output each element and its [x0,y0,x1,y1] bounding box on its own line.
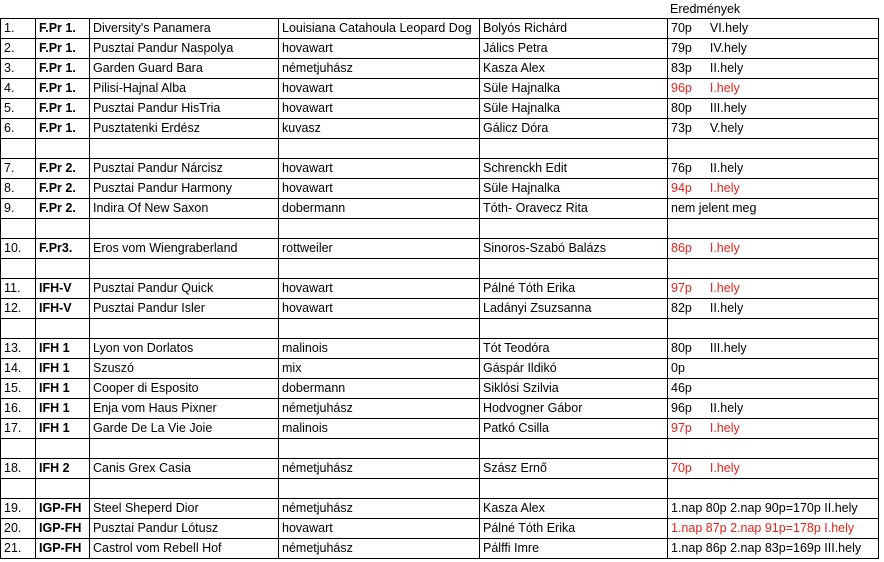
breed-cell[interactable]: malinois [279,339,480,359]
points-value: 1.nap 86p 2.nap 83p=169p III.hely [671,541,862,555]
class-cell[interactable]: IGP-FH [36,539,90,559]
row-number[interactable]: 17. [1,419,36,439]
dog-name-cell[interactable]: Lyon von Dorlatos [90,339,279,359]
placement-value: V.hely [709,121,744,135]
class-cell[interactable]: IGP-FH [36,499,90,519]
class-cell[interactable]: IFH-V [36,299,90,319]
result-cell[interactable] [668,19,879,39]
placement-value: II.hely [709,301,744,315]
table-row [1,299,879,319]
handler-cell[interactable]: Süle Hajnalka [480,79,668,99]
row-number[interactable]: 15. [1,379,36,399]
breed-cell[interactable]: hovawart [279,179,480,199]
placement-value: II.hely [709,401,744,415]
result-cell[interactable] [668,539,879,559]
class-cell[interactable] [36,219,90,239]
dog-name-cell[interactable] [90,439,279,459]
result-cell[interactable] [668,319,879,339]
row-number[interactable]: 21. [1,539,36,559]
result-cell[interactable] [668,519,879,539]
handler-cell[interactable] [480,439,668,459]
row-number[interactable]: 16. [1,399,36,419]
breed-cell[interactable]: hovawart [279,519,480,539]
points-value: 1.nap 80p 2.nap 90p=170p II.hely [671,501,858,515]
dog-name-cell[interactable]: Pusztai Pandur HisTria [90,99,279,119]
result-cell[interactable] [668,59,879,79]
row-number[interactable]: 3. [1,59,36,79]
breed-cell[interactable] [279,439,480,459]
dog-name-cell[interactable]: Enja vom Haus Pixner [90,399,279,419]
class-cell[interactable]: IFH 1 [36,339,90,359]
handler-cell[interactable]: Süle Hajnalka [480,179,668,199]
points-value: 82p [671,301,692,315]
placement-value: II.hely [709,161,744,175]
blank-row [1,439,879,459]
breed-cell[interactable]: malinois [279,419,480,439]
row-number[interactable]: 14. [1,359,36,379]
result-cell[interactable] [668,239,879,259]
table-row [1,39,879,59]
dog-name-cell[interactable]: Pusztai Pandur Nárcisz [90,159,279,179]
points-value: 0p [671,361,685,375]
breed-cell[interactable]: németjuhász [279,499,480,519]
result-cell[interactable] [668,79,879,99]
class-cell[interactable] [36,479,90,499]
breed-cell[interactable]: hovawart [279,79,480,99]
result-cell[interactable] [668,39,879,59]
breed-cell[interactable] [279,319,480,339]
breed-cell[interactable]: hovawart [279,99,480,119]
result-cell[interactable] [668,219,879,239]
dog-name-cell[interactable]: Eros vom Wiengraberland [90,239,279,259]
handler-cell[interactable]: Tót Teodóra [480,339,668,359]
handler-cell[interactable]: Hodvogner Gábor [480,399,668,419]
breed-cell[interactable] [279,259,480,279]
result-cell[interactable] [668,399,879,419]
breed-cell[interactable]: hovawart [279,39,480,59]
handler-cell[interactable]: Szász Ernő [480,459,668,479]
result-cell[interactable] [668,199,879,219]
class-cell[interactable]: F.Pr 1. [36,59,90,79]
row-number[interactable]: 9. [1,199,36,219]
handler-cell[interactable]: Pálffi Imre [480,539,668,559]
points-value: 80p [671,101,692,115]
handler-cell[interactable] [480,479,668,499]
handler-cell[interactable]: Süle Hajnalka [480,99,668,119]
dog-name-cell[interactable]: Castrol vom Rebell Hof [90,539,279,559]
dog-name-cell[interactable]: Pusztai Pandur Lótusz [90,519,279,539]
row-number[interactable]: 20. [1,519,36,539]
placement-value: I.hely [709,241,740,255]
breed-cell[interactable] [279,479,480,499]
table-row [1,379,879,399]
breed-cell[interactable]: németjuhász [279,59,480,79]
placement-value: I.hely [709,421,740,435]
points-value: 1.nap 87p 2.nap 91p=178p I.hely [671,521,855,535]
class-cell[interactable]: IFH 1 [36,399,90,419]
breed-cell[interactable]: németjuhász [279,539,480,559]
result-cell[interactable] [668,339,879,359]
handler-cell[interactable]: Kasza Alex [480,499,668,519]
breed-cell[interactable]: hovawart [279,159,480,179]
table-row [1,19,879,39]
breed-cell[interactable] [279,219,480,239]
dog-name-cell[interactable]: Pusztai Pandur Naspolya [90,39,279,59]
table-row [1,179,879,199]
handler-cell[interactable]: Gáspár Ildikó [480,359,668,379]
result-cell[interactable] [668,499,879,519]
table-row [1,519,879,539]
handler-cell[interactable]: Jálics Petra [480,39,668,59]
handler-cell[interactable]: Siklósi Szilvia [480,379,668,399]
points-value: 76p [671,161,692,175]
table-row [1,419,879,439]
dog-name-cell[interactable] [90,319,279,339]
dog-name-cell[interactable]: Pusztai Pandur Isler [90,299,279,319]
table-row [1,199,879,219]
table-row [1,499,879,519]
dog-name-cell[interactable]: Indira Of New Saxon [90,199,279,219]
class-cell[interactable]: IGP-FH [36,519,90,539]
row-number[interactable] [1,479,36,499]
result-cell[interactable] [668,259,879,279]
row-number[interactable] [1,439,36,459]
row-number[interactable]: 12. [1,299,36,319]
points-value: 96p [671,81,692,95]
blank-row [1,259,879,279]
table-row [1,359,879,379]
breed-cell[interactable]: dobermann [279,379,480,399]
row-number[interactable]: 19. [1,499,36,519]
class-cell[interactable]: F.Pr 1. [36,39,90,59]
points-value: 97p [671,421,692,435]
result-cell[interactable] [668,99,879,119]
points-value: 86p [671,241,692,255]
dog-name-cell[interactable] [90,479,279,499]
table-row [1,459,879,479]
class-cell[interactable]: IFH 1 [36,379,90,399]
row-number[interactable]: 11. [1,279,36,299]
points-value: 79p [671,41,692,55]
points-value: 80p [671,341,692,355]
class-cell[interactable]: IFH 2 [36,459,90,479]
placement-value: II.hely [709,61,744,75]
class-cell[interactable]: F.Pr 1. [36,119,90,139]
dog-name-cell[interactable]: Cooper di Esposito [90,379,279,399]
table-row [1,119,879,139]
dog-name-cell[interactable]: Szuszó [90,359,279,379]
blank-row [1,219,879,239]
breed-cell[interactable]: dobermann [279,199,480,219]
handler-cell[interactable] [480,219,668,239]
row-number[interactable]: 1. [1,19,36,39]
blank-row [1,319,879,339]
row-number[interactable] [1,319,36,339]
table-row [1,59,879,79]
breed-cell[interactable]: németjuhász [279,399,480,419]
table-row [1,399,879,419]
result-cell[interactable] [668,439,879,459]
blank-row [1,139,879,159]
dog-name-cell[interactable] [90,219,279,239]
class-cell[interactable]: F.Pr 1. [36,79,90,99]
result-cell[interactable] [668,419,879,439]
points-value: 97p [671,281,692,295]
results-header: Eredmények [670,2,741,16]
dog-name-cell[interactable]: Pusztatenki Erdész [90,119,279,139]
breed-cell[interactable]: németjuhász [279,459,480,479]
handler-cell[interactable]: Sinoros-Szabó Balázs [480,239,668,259]
placement-value: III.hely [709,341,747,355]
points-value: 94p [671,181,692,195]
placement-value: IV.hely [709,41,747,55]
placement-value: I.hely [709,81,740,95]
dog-name-cell[interactable]: Garde De La Vie Joie [90,419,279,439]
points-value: 70p [671,21,692,35]
placement-value: I.hely [709,281,740,295]
row-number[interactable]: 5. [1,99,36,119]
handler-cell[interactable] [480,139,668,159]
table-row [1,239,879,259]
placement-value: III.hely [709,101,747,115]
class-cell[interactable]: IFH 1 [36,359,90,379]
breed-cell[interactable]: rottweiler [279,239,480,259]
handler-cell[interactable] [480,319,668,339]
dog-name-cell[interactable]: Pusztai Pandur Quick [90,279,279,299]
points-value: 73p [671,121,692,135]
row-number[interactable] [1,219,36,239]
blank-row [1,479,879,499]
placement-value: I.hely [709,181,740,195]
class-cell[interactable]: F.Pr3. [36,239,90,259]
result-cell[interactable] [668,379,879,399]
dog-name-cell[interactable]: Pusztai Pandur Harmony [90,179,279,199]
row-number[interactable]: 2. [1,39,36,59]
table-row [1,159,879,179]
result-cell[interactable] [668,459,879,479]
handler-cell[interactable]: Schrenckh Edit [480,159,668,179]
points-value: 70p [671,461,692,475]
class-cell[interactable]: F.Pr 2. [36,159,90,179]
dog-name-cell[interactable]: Garden Guard Bara [90,59,279,79]
dog-name-cell[interactable]: Diversity's Panamera [90,19,279,39]
row-number[interactable]: 4. [1,79,36,99]
result-cell[interactable] [668,119,879,139]
points-value: 83p [671,61,692,75]
result-cell[interactable] [668,279,879,299]
result-cell[interactable] [668,179,879,199]
row-number[interactable]: 10. [1,239,36,259]
dog-name-cell[interactable] [90,139,279,159]
row-number[interactable] [1,139,36,159]
row-number[interactable]: 7. [1,159,36,179]
class-cell[interactable] [36,139,90,159]
dog-name-cell[interactable] [90,259,279,279]
table-row [1,339,879,359]
handler-cell[interactable]: Gálicz Dóra [480,119,668,139]
result-cell[interactable] [668,299,879,319]
handler-cell[interactable]: Patkó Csilla [480,419,668,439]
table-row [1,539,879,559]
class-cell[interactable]: F.Pr 1. [36,99,90,119]
results-table-body [1,19,879,559]
table-row [1,279,879,299]
row-number[interactable]: 8. [1,179,36,199]
result-cell[interactable] [668,139,879,159]
breed-cell[interactable] [279,139,480,159]
handler-cell[interactable] [480,259,668,279]
breed-cell[interactable]: kuvasz [279,119,480,139]
results-table [0,18,879,559]
class-cell[interactable]: F.Pr 2. [36,199,90,219]
result-cell[interactable] [668,479,879,499]
placement-value: I.hely [709,461,740,475]
breed-cell[interactable]: hovawart [279,299,480,319]
dog-name-cell[interactable]: Canis Grex Casia [90,459,279,479]
class-cell[interactable]: F.Pr 2. [36,179,90,199]
row-number[interactable]: 13. [1,339,36,359]
placement-value: VI.hely [709,21,749,35]
handler-cell[interactable]: Kasza Alex [480,59,668,79]
class-cell[interactable]: IFH-V [36,279,90,299]
points-value: 96p [671,401,692,415]
breed-cell[interactable]: Louisiana Catahoula Leopard Dog [279,19,480,39]
dog-name-cell[interactable]: Pilisi-Hajnal Alba [90,79,279,99]
result-cell[interactable] [668,359,879,379]
handler-cell[interactable]: Bolyós Richárd [480,19,668,39]
handler-cell[interactable]: Pálné Tóth Erika [480,279,668,299]
points-value: 46p [671,381,692,395]
class-cell[interactable] [36,319,90,339]
class-cell[interactable] [36,439,90,459]
table-row [1,79,879,99]
result-cell[interactable] [668,159,879,179]
dog-name-cell[interactable]: Steel Sheperd Dior [90,499,279,519]
row-number[interactable]: 18. [1,459,36,479]
class-cell[interactable]: IFH 1 [36,419,90,439]
class-cell[interactable]: F.Pr 1. [36,19,90,39]
row-number[interactable] [1,259,36,279]
table-row [1,99,879,119]
handler-cell[interactable]: Tóth- Oravecz Rita [480,199,668,219]
breed-cell[interactable]: mix [279,359,480,379]
class-cell[interactable] [36,259,90,279]
handler-cell[interactable]: Pálné Tóth Erika [480,519,668,539]
row-number[interactable]: 6. [1,119,36,139]
points-value: nem jelent meg [671,201,757,215]
handler-cell[interactable]: Ladányi Zsuzsanna [480,299,668,319]
breed-cell[interactable]: hovawart [279,279,480,299]
